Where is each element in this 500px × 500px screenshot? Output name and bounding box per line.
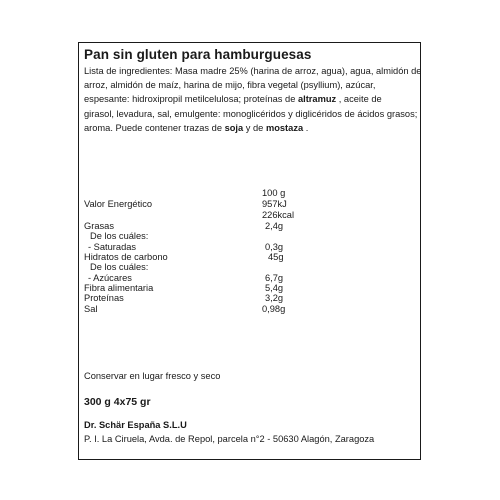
ingredients-text: espesante: hidroxipropil metilcelulosa; proteínas de bbox=[84, 94, 298, 105]
sugars-value: 6,7g bbox=[265, 273, 284, 283]
protein-label: Proteínas bbox=[84, 293, 124, 303]
fiber-value: 5,4g bbox=[265, 283, 284, 293]
ingredients-line: arroz, almidón de maíz, harina de mijo, fibra vegetal (psyllium), azúcar, bbox=[84, 80, 376, 91]
ingredients-text: , aceite de bbox=[336, 94, 382, 105]
saturated-value: 0,3g bbox=[265, 242, 284, 252]
ingredients-text: aroma. Puede contener trazas de bbox=[84, 122, 225, 133]
sugars-label: - Azúcares bbox=[88, 273, 132, 283]
fat-of-which-label: De los cuáles: bbox=[90, 231, 149, 241]
carbs-label: Hidratos de carbono bbox=[84, 252, 168, 262]
allergen-altramuz: altramuz bbox=[297, 94, 337, 105]
ingredients-text: y de bbox=[243, 122, 266, 133]
carbs-value: 45g bbox=[268, 252, 284, 262]
ingredients-text: . bbox=[303, 122, 309, 133]
allergen-soja: soja bbox=[224, 122, 244, 133]
energy-label: Valor Energético bbox=[84, 199, 153, 209]
ingredients-line: Lista de ingredientes: Masa madre 25% (harina de arroz, agua), agua, almidón de bbox=[84, 66, 422, 76]
ingredients-line: girasol, levadura, sal, emulgente: monoglicéridos y diglicéridos de ácidos grasos; bbox=[84, 108, 418, 119]
fiber-label: Fibra alimentaria bbox=[84, 283, 154, 293]
fat-value: 2,4g bbox=[265, 221, 284, 231]
nutrition-per-header: 100 g bbox=[262, 188, 286, 198]
fat-label: Grasas bbox=[84, 221, 114, 231]
protein-value: 3,2g bbox=[265, 293, 284, 303]
product-title: Pan sin gluten para hamburguesas bbox=[84, 47, 312, 62]
energy-kcal-value: 226kcal bbox=[262, 210, 295, 220]
carbs-of-which-label: De los cuáles: bbox=[90, 262, 149, 272]
allergen-mostaza: mostaza bbox=[265, 122, 304, 133]
net-weight: 300 g 4x75 gr bbox=[84, 396, 151, 408]
saturated-label: - Saturadas bbox=[88, 242, 137, 252]
salt-value: 0,98g bbox=[262, 304, 286, 314]
energy-kj-value: 957kJ bbox=[262, 199, 287, 209]
salt-label: Sal bbox=[84, 304, 98, 314]
ingredients-list bbox=[84, 64, 422, 135]
company-address: P. I. La Ciruela, Avda. de Repol, parcela n°2 - 50630 Alagón, Zaragoza bbox=[84, 434, 375, 444]
storage-instructions: Conservar en lugar fresco y seco bbox=[84, 371, 221, 381]
company-name: Dr. Schär España S.L.U bbox=[84, 420, 187, 430]
ingredients-line bbox=[84, 92, 416, 106]
ingredients-line bbox=[84, 121, 416, 135]
